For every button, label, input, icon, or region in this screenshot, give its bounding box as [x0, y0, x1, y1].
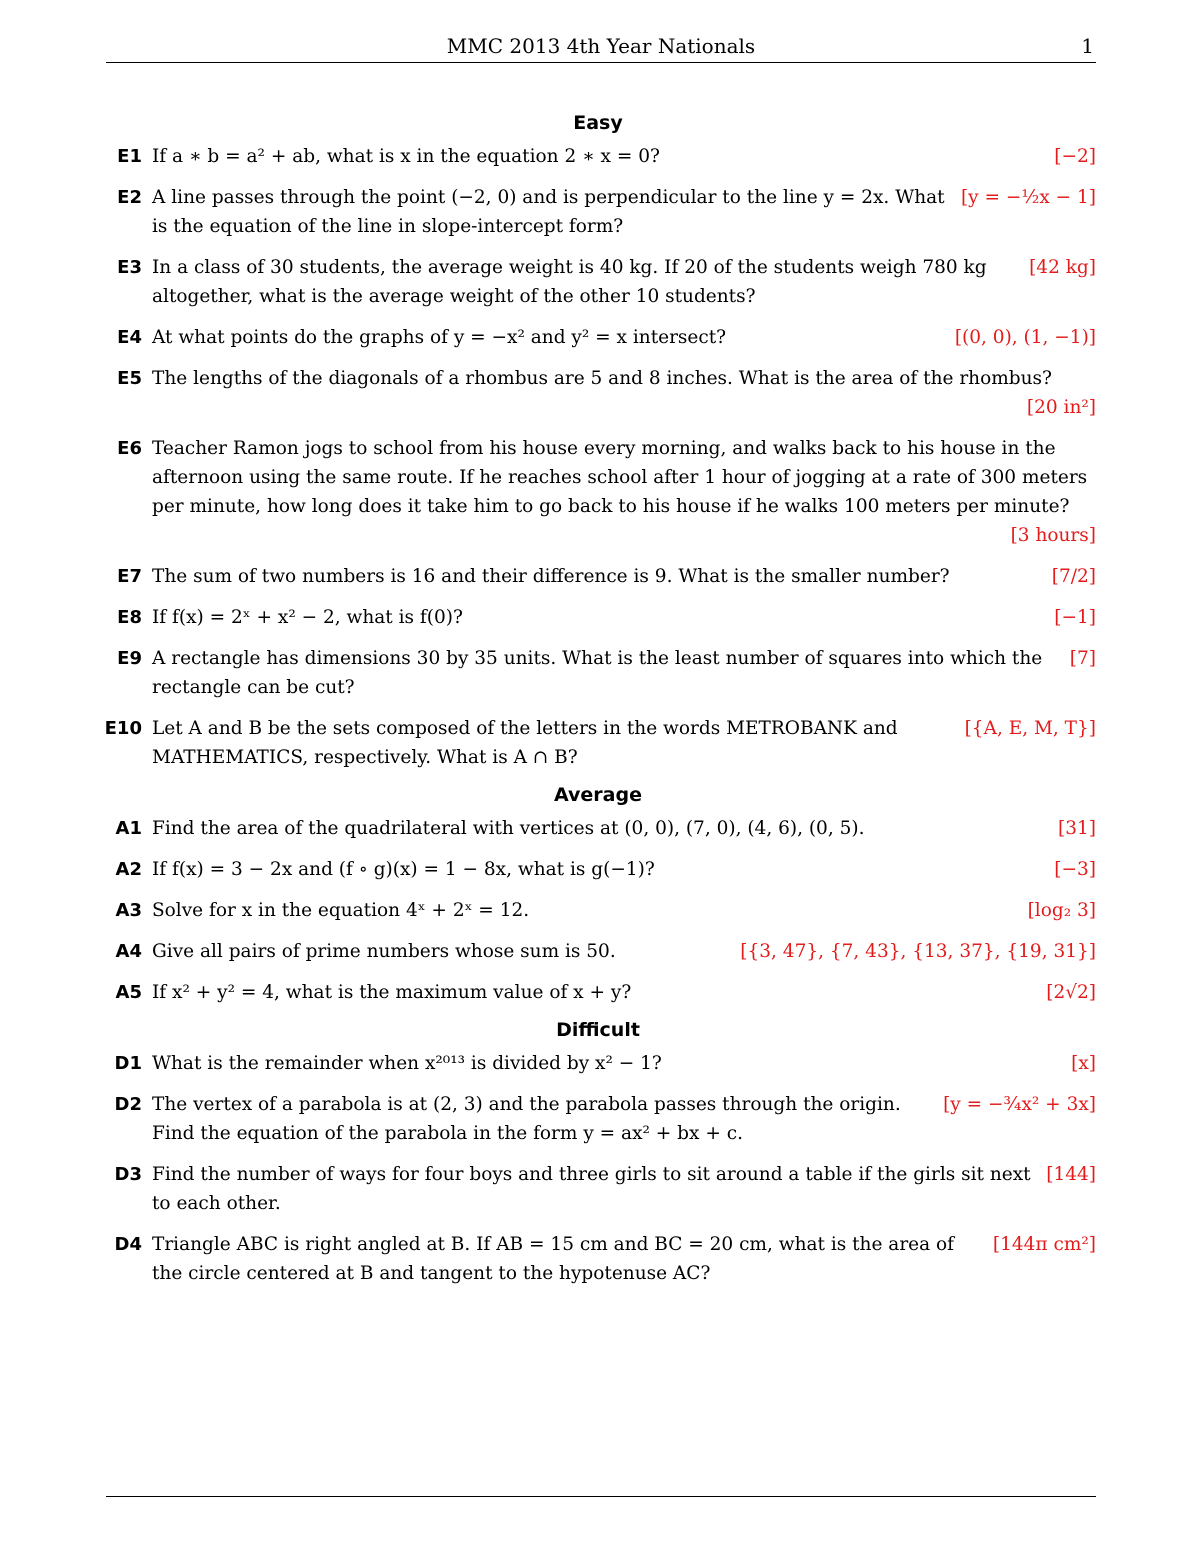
problem-item — [100, 714, 1096, 772]
problem-number: A2 — [115, 859, 142, 880]
problem-number: E4 — [117, 327, 142, 348]
running-title: MMC 2013 4th Year Nationals — [446, 34, 756, 58]
section-title: Easy — [573, 112, 623, 134]
problem-text: Find the area of the quadrilateral with vertices at (0, 0), (7, 0), (4, 6), (0, 5). — [152, 818, 865, 839]
problem-item — [100, 364, 1096, 422]
problem-text: Teacher Ramon jogs to school from his house every morning, and walks back to his house in the afternoon using the same route. If he reaches school after 1 hour of jogging at a rate of 300 meters per minute, how long does it take him to go back to his house if he walks 100 meters per minute? — [152, 438, 1088, 517]
page-number: 1 — [1081, 34, 1094, 58]
answer: [−3] — [1054, 859, 1096, 880]
problem-list — [100, 108, 1096, 1300]
answer: [y = −½x − 1] — [960, 187, 1096, 208]
problem-number: E2 — [117, 187, 142, 208]
problem-number: E9 — [117, 648, 142, 669]
problem-text: A line passes through the point (−2, 0) and is perpendicular to the line y = 2x. What is the equation of the line in slope-intercept form? — [152, 187, 945, 237]
answer: [{A, E, M, T}] — [964, 718, 1096, 739]
section-title: Difficult — [556, 1019, 640, 1041]
answer: [(0, 0), (1, −1)] — [954, 327, 1096, 348]
answer: [log₂ 3] — [1027, 900, 1096, 921]
problem-text: Let A and B be the sets composed of the letters in the words METROBANK and MATHEMATICS, respectively. What is A ∩ B? — [152, 718, 898, 768]
problem-item — [100, 814, 1096, 843]
problem-item — [100, 142, 1096, 171]
problem-number: A3 — [115, 900, 142, 921]
problem-text: A rectangle has dimensions 30 by 35 units. What is the least number of squares into which the rectangle can be cut? — [152, 648, 1043, 698]
problem-item — [100, 183, 1096, 241]
footer-rule — [106, 1496, 1096, 1497]
answer: [−2] — [1054, 146, 1096, 167]
problem-text: Triangle ABC is right angled at B. If AB = 15 cm and BC = 20 cm, what is the area of the circle centered at B and tangent to the hypotenuse AC? — [152, 1234, 955, 1284]
answer: [{3, 47}, {7, 43}, {13, 37}, {19, 31}] — [740, 941, 1096, 962]
answer: [31] — [1058, 818, 1096, 839]
problem-text: If f(x) = 3 − 2x and (f ∘ g)(x) = 1 − 8x, what is g(−1)? — [152, 859, 655, 880]
problem-text: Find the number of ways for four boys and three girls to sit around a table if the girls sit next to each other. — [152, 1164, 1031, 1214]
answer: [42 kg] — [1029, 257, 1096, 278]
answer: [−1] — [1054, 607, 1096, 628]
problem-text: If a ∗ b = a² + ab, what is x in the equation 2 ∗ x = 0? — [152, 146, 660, 167]
problem-number: E3 — [117, 257, 142, 278]
problem-item — [100, 855, 1096, 884]
problem-item — [100, 1049, 1096, 1078]
answer: [7/2] — [1051, 566, 1096, 587]
problem-item — [100, 937, 1096, 966]
problem-number: D3 — [114, 1164, 142, 1185]
problem-item — [100, 978, 1096, 1007]
problem-number: E7 — [117, 566, 142, 587]
problem-number: A4 — [115, 941, 142, 962]
problem-text: Solve for x in the equation 4ˣ + 2ˣ = 12. — [152, 900, 530, 921]
problem-text: The lengths of the diagonals of a rhombus are 5 and 8 inches. What is the area of the rhombus? — [152, 368, 1052, 389]
problem-item — [100, 434, 1096, 550]
problem-number: A5 — [115, 982, 142, 1003]
answer: [7] — [1069, 648, 1096, 669]
problem-item — [100, 1090, 1096, 1148]
header-rule — [106, 62, 1096, 63]
problem-number: D4 — [114, 1234, 142, 1255]
problem-number: E10 — [104, 718, 142, 739]
problem-number: E5 — [117, 368, 142, 389]
problem-item — [100, 644, 1096, 702]
problem-item — [100, 896, 1096, 925]
problem-text: In a class of 30 students, the average weight is 40 kg. If 20 of the students weigh 780 kg altogether, what is the average weight of the other 10 students? — [152, 257, 987, 307]
problem-number: E8 — [117, 607, 142, 628]
answer: [144π cm²] — [992, 1234, 1096, 1255]
problem-number: D1 — [114, 1053, 142, 1074]
problem-number: E1 — [117, 146, 142, 167]
problem-item — [100, 1160, 1096, 1218]
problem-text: Give all pairs of prime numbers whose sum is 50. — [152, 941, 616, 962]
problem-item — [100, 253, 1096, 311]
problem-text: What is the remainder when x²⁰¹³ is divided by x² − 1? — [152, 1053, 662, 1074]
answer: [3 hours] — [1010, 525, 1096, 546]
problem-text: The vertex of a parabola is at (2, 3) and the parabola passes through the origin. Find the equation of the parabola in the form y = ax² + bx + c. — [152, 1094, 901, 1144]
problem-text: The sum of two numbers is 16 and their difference is 9. What is the smaller number? — [152, 566, 950, 587]
problem-item — [100, 1230, 1096, 1288]
answer: [2√2] — [1046, 982, 1096, 1003]
problem-number: E6 — [117, 438, 142, 459]
problem-text: At what points do the graphs of y = −x² and y² = x intersect? — [152, 327, 727, 348]
answer: [x] — [1071, 1053, 1096, 1074]
problem-text: If x² + y² = 4, what is the maximum value of x + y? — [152, 982, 632, 1003]
problem-number: A1 — [115, 818, 142, 839]
problem-number: D2 — [114, 1094, 142, 1115]
problem-text: If f(x) = 2ˣ + x² − 2, what is f(0)? — [152, 607, 463, 628]
answer: [20 in²] — [1026, 397, 1096, 418]
problem-item — [100, 603, 1096, 632]
answer: [y = −¾x² + 3x] — [943, 1094, 1096, 1115]
problem-item — [100, 323, 1096, 352]
problem-item — [100, 562, 1096, 591]
answer: [144] — [1046, 1164, 1096, 1185]
section-title: Average — [554, 784, 642, 806]
